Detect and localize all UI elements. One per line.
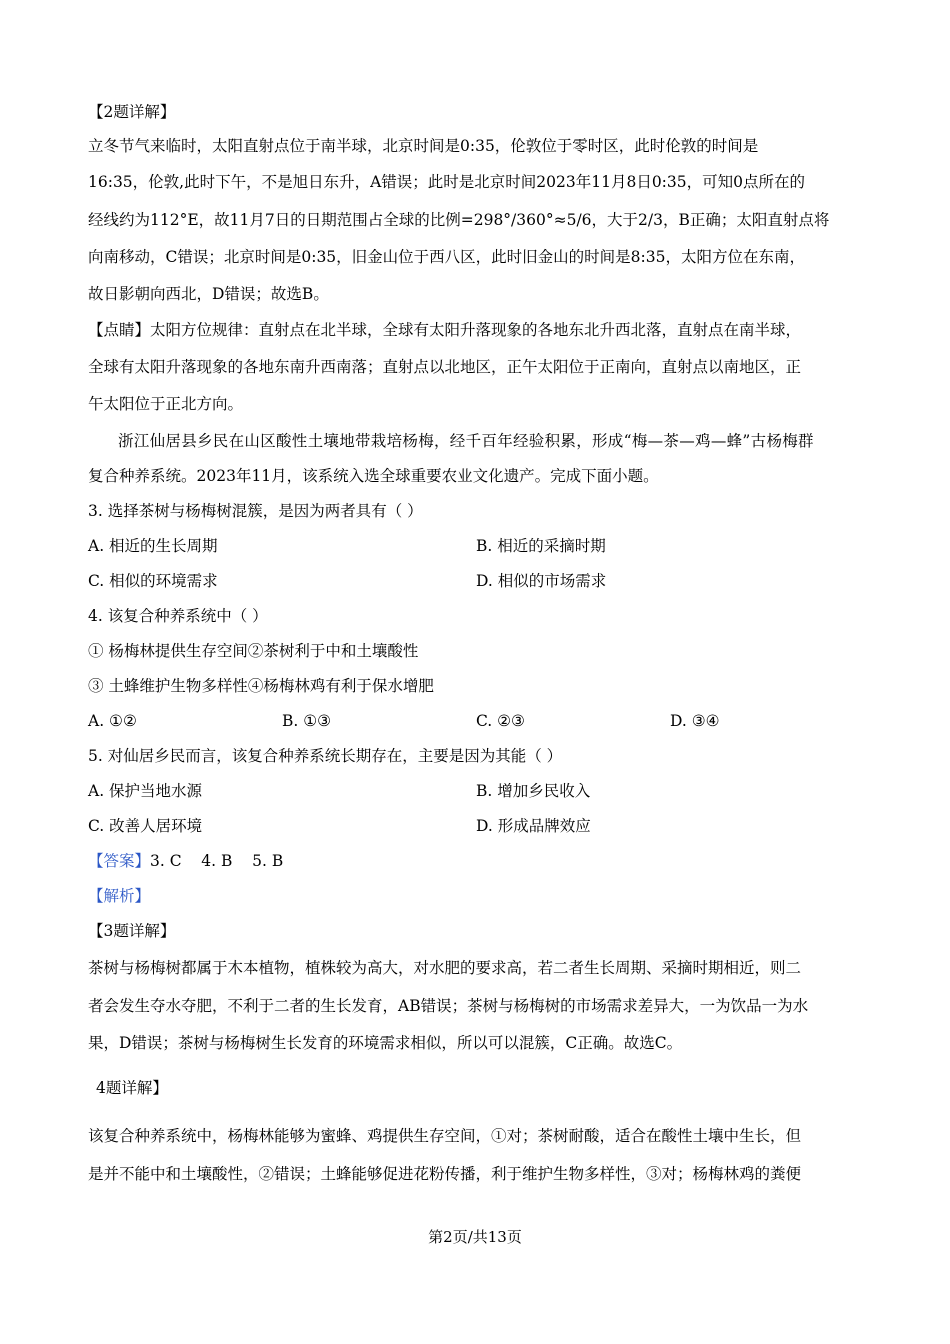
q5-option-d: D. 形成品牌效应 [476,817,591,835]
q3-detail-line: 茶树与杨梅树都属于木本植物，植株较为高大，对水肥的要求高，若二者生长周期、采摘时期相近，则二 [88,959,802,977]
answer-text: 3. C 4. B 5. B [150,852,284,870]
q2-detail-line: 经线约为112°E，故11月7日的日期范围占全球的比例=298°/360°≈5/6，大于2/3，B正确；太阳直射点将 [88,211,830,229]
q3-detail-heading: 【3题详解】 [88,922,176,940]
tip-line: 【点睛】太阳方位规律：直射点在北半球，全球有太阳升落现象的各地东北升西北落，直射点在南半球， [88,321,802,339]
passage-line: 浙江仙居县乡民在山区酸性土壤地带栽培杨梅，经千百年经验积累，形成“梅—茶—鸡—蜂”古杨梅群 [118,432,814,450]
q4-statement: ① 杨梅林提供生存空间②茶树利于中和土壤酸性 [88,642,419,660]
analysis-label: 【解析】 [88,887,151,905]
q4-detail-line: 该复合种养系统中，杨梅林能够为蜜蜂、鸡提供生存空间，①对；茶树耐酸，适合在酸性土壤中生长，但 [88,1127,802,1145]
q3-detail-line: 者会发生夺水夺肥，不利于二者的生长发育，AB错误；茶树与杨梅树的市场需求差异大，一为饮品一为水 [88,997,809,1015]
q4-option-a: A. ①② [88,712,137,730]
tip-line: 午太阳位于正北方向。 [88,395,244,413]
q2-detail-line: 向南移动，C错误；北京时间是0:35，旧金山位于西八区，此时旧金山的时间是8:35，太阳方位在东南， [88,248,805,266]
q3-option-b: B. 相近的采摘时期 [476,537,606,555]
q2-detail-line: 故日影朝向西北，D错误；故选B。 [88,285,329,303]
q3-option-d: D. 相似的市场需求 [476,572,607,590]
answer-row [88,851,283,871]
q4-option-c: C. ②③ [476,712,525,730]
page-number: 第2页/共13页 [428,1228,522,1246]
q3-option-a: A. 相近的生长周期 [88,537,218,555]
q2-detail-line: 16:35，伦敦,此时下午，不是旭日东升，A错误；此时是北京时间2023年11月8日0:35，可知0点所在的 [88,173,805,191]
q3-option-c: C. 相似的环境需求 [88,572,218,590]
q4-option-d: D. ③④ [670,712,720,730]
q2-detail-heading: 【2题详解】 [88,103,176,121]
passage-line: 复合种养系统。2023年11月，该系统入选全球重要农业文化遗产。完成下面小题。 [88,467,659,485]
answer-label: 【答案】 [88,852,151,870]
q5-option-b: B. 增加乡民收入 [476,782,591,800]
q5-option-c: C. 改善人居环境 [88,817,203,835]
tip-line: 全球有太阳升落现象的各地东南升西南落；直射点以北地区，正午太阳位于正南向，直射点以南地区，正 [88,358,802,376]
q4-detail-heading: 4题详解】 [96,1079,168,1097]
q4-statement: ③ 土蜂维护生物多样性④杨梅林鸡有利于保水增肥 [88,677,434,695]
q4-option-b: B. ①③ [282,712,332,730]
q3-detail-line: 果，D错误；茶树与杨梅树生长发育的环境需求相似，所以可以混簇，C正确。故选C。 [88,1034,683,1052]
q5-option-a: A. 保护当地水源 [88,782,203,800]
q4-stem: 4. 该复合种养系统中（ ） [88,607,268,625]
q5-stem: 5. 对仙居乡民而言，该复合种养系统长期存在，主要是因为其能（ ） [88,747,563,765]
q2-detail-line: 立冬节气来临时，太阳直射点位于南半球，北京时间是0:35，伦敦位于零时区，此时伦敦的时间是 [88,137,759,155]
q3-stem: 3. 选择茶树与杨梅树混簇，是因为两者具有（ ） [88,502,423,520]
q4-detail-line: 是并不能中和土壤酸性，②错误；土蜂能够促进花粉传播，利于维护生物多样性，③对；杨梅林鸡的粪便 [88,1165,802,1183]
